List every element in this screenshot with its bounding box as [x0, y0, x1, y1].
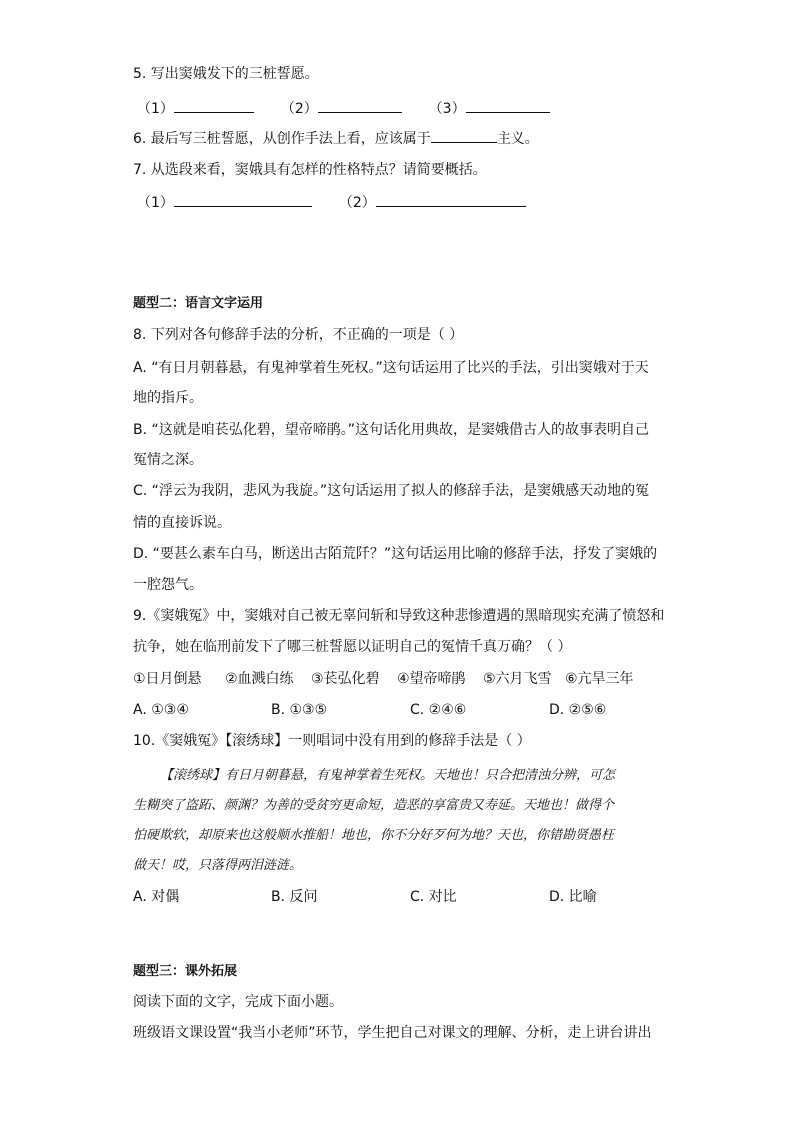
q9-item: ⑥亢旱三年	[565, 671, 634, 687]
q6-text-post: 主义。	[496, 131, 539, 147]
q6-blank[interactable]	[431, 128, 497, 143]
q7-blank-1[interactable]	[174, 192, 312, 207]
q7-blank-2[interactable]	[376, 192, 526, 207]
q10-stem: 10.《窦娥冤》【滚绣球】一则唱词中没有用到的修辞手法是（ ）	[133, 733, 531, 749]
q9-option-b[interactable]: B. ①③⑤	[271, 702, 328, 718]
q9-option-d[interactable]: D. ②⑤⑥	[549, 702, 607, 718]
q8-option-a-line2: 地的指斥。	[133, 390, 203, 406]
q8-option-d-line2: 一腔怨气。	[133, 577, 203, 593]
q6-stem	[133, 128, 539, 149]
q6-text-pre: 6. 最后写三桩誓愿，从创作手法上看，应该属于	[133, 131, 431, 147]
q7-label-2: （2）	[338, 195, 376, 211]
q10-quote-line4: 做天！哎，只落得两泪涟涟。	[133, 858, 303, 873]
q5-label-2: （2）	[280, 101, 318, 117]
q5-blank-3[interactable]	[466, 98, 550, 113]
section-3-title: 题型三：课外拓展	[133, 964, 238, 979]
q9-items	[133, 669, 645, 689]
q9-option-a[interactable]: A. ①③④	[133, 702, 189, 718]
q10-option-c[interactable]: C. 对比	[410, 889, 457, 905]
q10-option-a[interactable]: A. 对偶	[133, 889, 180, 905]
extension-instruction: 阅读下面的文字，完成下面小题。	[133, 994, 343, 1010]
q9-stem-line2: 抗争，她在临刑前发下了哪三桩誓愿以证明自己的冤情千真万确？（ ）	[133, 639, 572, 655]
q5-label-1: （1）	[137, 101, 174, 117]
q5-blank-1[interactable]	[174, 98, 254, 113]
q9-item: ④望帝啼鹃	[397, 671, 466, 687]
q9-stem-line1: 9.《窦娥冤》中，窦娥对自己被无辜问斩和导致这种悲惨遭遇的黑暗现实充满了愤怒和	[133, 608, 665, 624]
q7-answers	[137, 192, 526, 213]
q5-stem: 5. 写出窦娥发下的三桩誓愿。	[133, 66, 319, 82]
q9-item: ⑤六月飞雪	[483, 671, 552, 687]
q10-quote-line3: 怕硬欺软，却原来也这般顺水推船！地也，你不分好歹何为地？天也，你错勘贤愚枉	[133, 828, 615, 843]
q10-quote-line1: 【滚绣球】有日月朝暮悬，有鬼神掌着生死权。天地也！只合把清浊分辨，可怎	[160, 768, 616, 783]
q8-stem: 8. 下列对各句修辞手法的分析，不正确的一项是（ ）	[133, 327, 464, 343]
q7-label-1: （1）	[137, 195, 174, 211]
q9-option-c[interactable]: C. ②④⑥	[410, 702, 467, 718]
q10-option-d[interactable]: D. 比喻	[549, 889, 597, 905]
q9-item: ②血溅白练	[225, 671, 294, 687]
q8-option-c-line2: 情的直接诉说。	[133, 515, 231, 531]
q5-answers	[137, 98, 550, 119]
q10-option-b[interactable]: B. 反问	[271, 889, 318, 905]
q8-option-a-line1: A. “有日月朝暮悬，有鬼神掌着生死权。”这句话运用了比兴的手法，引出窦娥对于天	[133, 360, 649, 376]
q8-option-d-line1: D. “要甚么素车白马，断送出古陌荒阡？”这句话运用比喻的修辞手法，抒发了窦娥的	[133, 546, 658, 562]
section-2-title: 题型二：语言文字运用	[133, 296, 264, 311]
q9-item: ③苌弘化碧	[311, 671, 380, 687]
q5-blank-2[interactable]	[318, 98, 402, 113]
q7-stem: 7. 从选段来看，窦娥具有怎样的性格特点？请简要概括。	[133, 162, 487, 178]
q10-quote-line2: 生糊突了盗跖、颜渊？为善的受贫穷更命短，造恶的享富贵又寿延。天地也！做得个	[133, 798, 615, 813]
q5-label-3: （3）	[428, 101, 466, 117]
q8-option-c-line1: C. “浮云为我阴，悲风为我旋。”这句话运用了拟人的修辞手法，是窦娥感天动地的冤	[133, 483, 650, 499]
extension-passage-line1: 班级语文课设置“我当小老师”环节，学生把自己对课文的理解、分析，走上讲台讲出	[133, 1025, 652, 1041]
q8-option-b-line2: 冤情之深。	[133, 452, 203, 468]
q8-option-b-line1: B. “这就是咱苌弘化碧，望帝啼鹃。”这句话化用典故，是窦娥借古人的故事表明自己	[133, 422, 650, 438]
q9-item: ①日月倒悬	[133, 671, 202, 687]
